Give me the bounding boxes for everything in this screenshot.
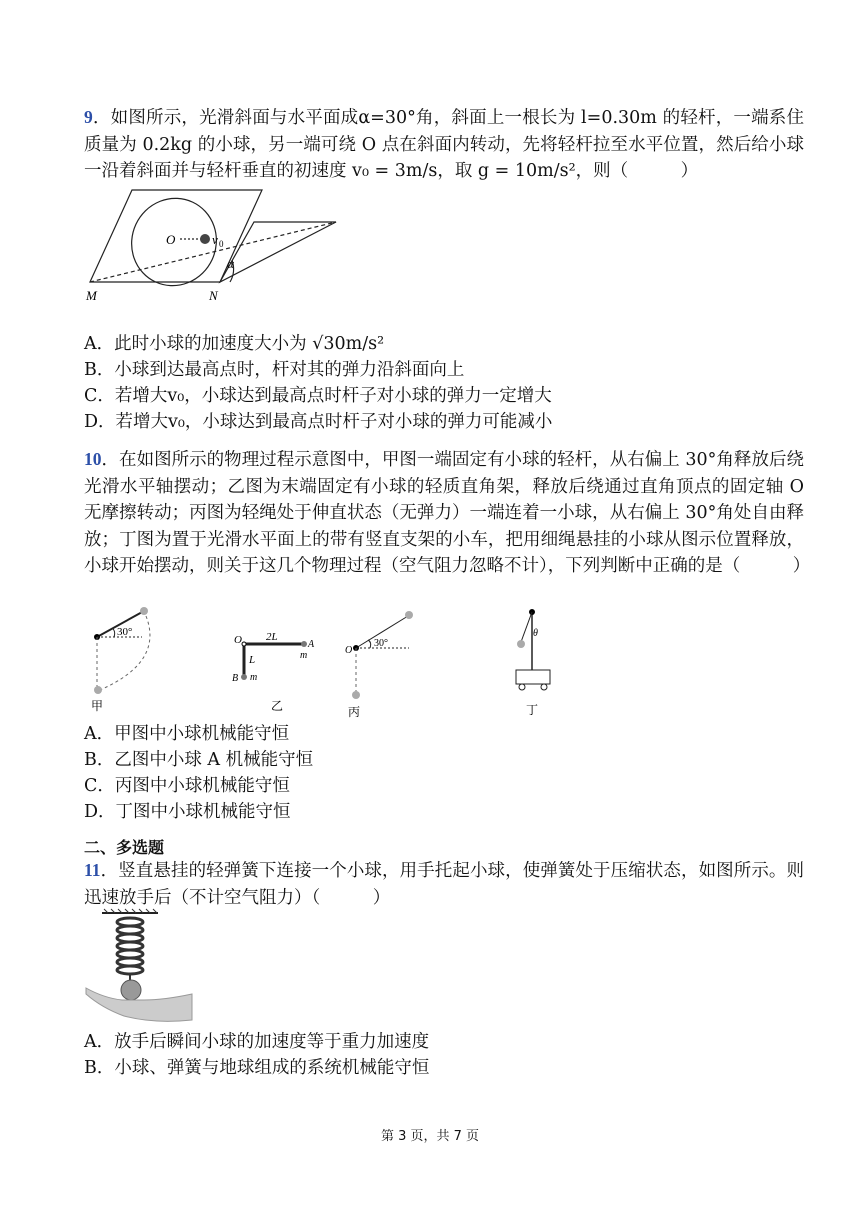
question-9-number: 9 xyxy=(84,107,93,127)
q10-label-L: L xyxy=(249,654,256,666)
q10-figure-yi xyxy=(232,631,315,713)
q10-label-jia: 甲 xyxy=(91,699,104,713)
question-10-number: 10 xyxy=(84,449,102,469)
q9-label-N: N xyxy=(209,288,218,303)
question-11-number: 11 xyxy=(84,860,101,880)
q9-label-v0: v xyxy=(212,232,218,247)
section-multiple-choice: 二、多选题 xyxy=(84,838,165,857)
q9-label-O: O xyxy=(166,232,176,247)
q10-label-B: B xyxy=(232,673,239,684)
q10-option-d: D．丁图中小球机械能守恒 xyxy=(84,802,291,822)
question-9-text: ．如图所示，光滑斜面与水平面成α=30°角，斜面上一根长为 l=0.30m 的轻杆，一端系住质量为 0.2kg 的小球，另一端可绕 O 点在斜面内转动，先将轻杆拉至水平位置，然后给小球一沿着斜面并与轻杆垂直的初速度 v₀ = 3m/s，取 g = 10m/s²，则（ ） xyxy=(84,108,804,181)
q10-label-angle-jia: 30° xyxy=(117,626,133,638)
q9-incline-figure xyxy=(84,186,344,306)
question-11-text: ．竖直悬挂的轻弹簧下连接一个小球，用手托起小球，使弹簧处于压缩状态，如图所示。则迅速放手后（不计空气阻力）（ ） xyxy=(84,861,804,908)
q10-label-angle-bing: 30° xyxy=(374,638,388,649)
q9-option-d: D．若增大v₀，小球达到最高点时杆子对小球的弹力可能减小 xyxy=(84,412,553,432)
q9-label-M: M xyxy=(86,288,97,303)
question-10-text: ．在如图所示的物理过程示意图中，甲图一端固定有小球的轻杆，从右偏上 30°角释放后绕光滑水平轴摆动；乙图为末端固定有小球的轻质直角架，释放后绕通过直角顶点的固定轴 O 无摩擦转动；丙图为轻绳处于伸直状态（无弹力）一端连着一小球，从右偏上 30°角处自由释放；丁图为置于光滑水平面上的带有竖直支架的小车，把用细绳悬挂的小球从图示位置释放，小球开始摆动，则关于这几个物理过程（空气阻力忽略不计），下列判断中正确的是（ ） xyxy=(84,450,811,576)
question-10 xyxy=(84,446,811,580)
q10-label-O-bing: O xyxy=(345,645,353,656)
q10-label-m-B: m xyxy=(250,672,258,683)
q11-option-b: B．小球、弹簧与地球组成的系统机械能守恒 xyxy=(84,1058,430,1078)
q10-label-2L: 2L xyxy=(266,631,278,643)
q10-label-O-yi: O xyxy=(234,634,242,646)
q10-figure-jia xyxy=(91,607,150,713)
q10-label-yi: 乙 xyxy=(271,699,284,713)
q10-option-c: C．丙图中小球机械能守恒 xyxy=(84,776,290,796)
q10-label-theta: θ xyxy=(533,628,538,639)
q10-label-ding: 丁 xyxy=(526,703,539,717)
q10-label-m-A: m xyxy=(300,650,308,661)
q10-option-a: A．甲图中小球机械能守恒 xyxy=(84,724,290,744)
q11-spring-figure xyxy=(84,908,194,1026)
page-footer: 第 3 页，共 7 页 xyxy=(380,1129,480,1144)
q9-option-a: A．此时小球的加速度大小为 √30m/s² xyxy=(84,334,385,354)
question-9 xyxy=(84,104,804,185)
q10-figure-ding xyxy=(516,609,550,717)
q10-label-bing: 丙 xyxy=(348,705,361,719)
q10-option-b: B．乙图中小球 A 机械能守恒 xyxy=(84,750,314,770)
question-11 xyxy=(84,857,804,911)
q10-figure-bing xyxy=(345,611,413,719)
q9-option-b: B．小球到达最高点时，杆对其的弹力沿斜面向上 xyxy=(84,360,465,380)
q9-label-v0-sub: 0 xyxy=(219,239,224,249)
q10-figures xyxy=(84,602,564,722)
q9-option-c: C．若增大v₀，小球达到最高点时杆子对小球的弹力一定增大 xyxy=(84,386,552,406)
q10-label-A: A xyxy=(308,639,315,650)
q9-label-alpha: α xyxy=(227,256,234,271)
q11-option-a: A．放手后瞬间小球的加速度等于重力加速度 xyxy=(84,1032,430,1052)
